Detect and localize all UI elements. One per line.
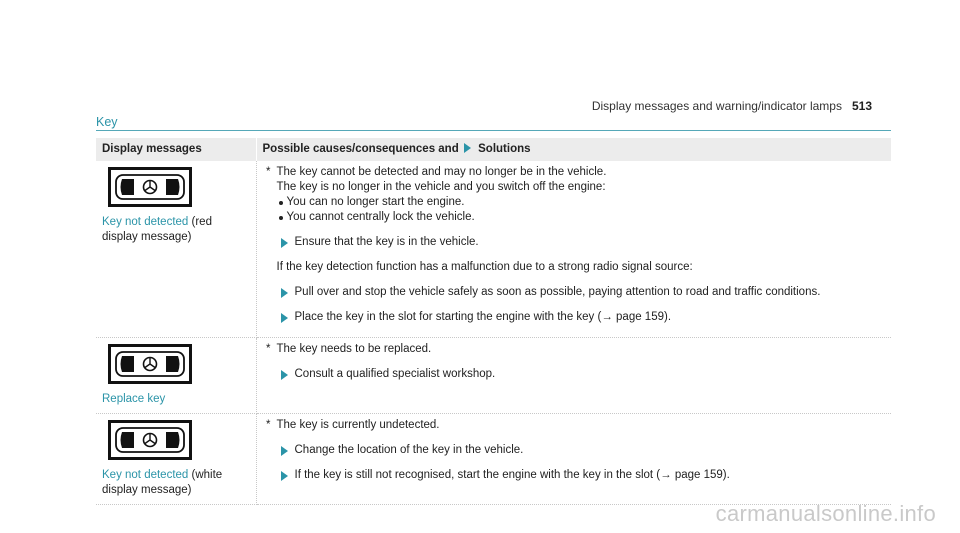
solution-text: Pull over and stop the vehicle safely as soon as possible, paying attention to road and traffic conditions. xyxy=(294,286,821,298)
cause-text: The key is currently undetected. xyxy=(276,418,440,431)
list-item: You can no longer start the engine. xyxy=(263,195,886,210)
table-row xyxy=(96,337,891,413)
header-display-messages: Display messages xyxy=(96,138,256,161)
message-cell xyxy=(96,413,256,504)
cause-solution-cell xyxy=(256,413,891,504)
triangle-arrow-icon xyxy=(281,446,288,456)
cause-marker: * xyxy=(266,418,271,431)
chapter-title: Display messages and warning/indicator lamps xyxy=(591,99,842,113)
solution-text: Ensure that the key is in the vehicle. xyxy=(294,236,479,248)
key-fob-icon xyxy=(108,344,192,384)
solution-step xyxy=(263,285,886,300)
cause-solution-cell xyxy=(256,337,891,413)
cause-line xyxy=(263,342,886,357)
cause-marker: * xyxy=(266,342,271,355)
header-causes-text: Possible causes/consequences and xyxy=(262,143,459,155)
header-causes-solutions xyxy=(256,138,891,161)
cause-text: The key needs to be replaced. xyxy=(276,342,432,355)
section-divider xyxy=(96,130,891,131)
triangle-arrow-icon xyxy=(281,471,288,481)
solution-text: If the key is still not recognised, start the engine with the key in the slot (→ page 159). xyxy=(294,468,730,481)
condition-paragraph: If the key detection function has a malfunction due to a strong radio signal source: xyxy=(276,261,693,273)
solution-text: Change the location of the key in the vehicle. xyxy=(294,443,524,456)
solution-step xyxy=(263,443,886,458)
message-note: (red display message) xyxy=(102,216,212,243)
cause-line xyxy=(263,418,886,433)
section-title: Key xyxy=(96,115,118,129)
message-label: Key not detected xyxy=(102,468,189,481)
triangle-arrow-icon xyxy=(464,143,471,153)
cause-solution-cell xyxy=(256,161,891,337)
watermark: carmanualsonline.info xyxy=(715,501,936,526)
page-number: 513 xyxy=(851,99,872,113)
message-label: Key not detected xyxy=(102,216,189,228)
triangle-arrow-icon xyxy=(281,313,288,323)
triangle-arrow-icon xyxy=(281,370,288,380)
cause-text: The key cannot be detected and may no longer be in the vehicle. xyxy=(276,166,607,178)
message-note: (white display message) xyxy=(102,468,223,496)
solution-text: Consult a qualified specialist workshop. xyxy=(294,367,496,380)
table-row xyxy=(96,413,891,504)
consequence-intro: The key is no longer in the vehicle and you switch off the engine: xyxy=(276,181,606,193)
solution-step xyxy=(263,310,886,325)
solution-text: Place the key in the slot for starting the engine with the key (→ page 159). xyxy=(294,311,672,323)
key-fob-icon xyxy=(108,167,192,207)
message-cell xyxy=(96,161,256,337)
solution-step xyxy=(263,468,886,483)
key-fob-icon xyxy=(108,420,192,460)
solution-step xyxy=(263,235,886,250)
solution-step xyxy=(263,367,886,382)
cause-marker: * xyxy=(266,166,271,178)
cause-line xyxy=(263,165,886,180)
message-cell xyxy=(96,337,256,413)
triangle-arrow-icon xyxy=(281,238,288,248)
table-header-row xyxy=(96,138,891,161)
header-solutions-text: Solutions xyxy=(478,143,531,155)
page-header xyxy=(592,99,872,113)
table-row xyxy=(96,161,891,337)
triangle-arrow-icon xyxy=(281,288,288,298)
message-label: Replace key xyxy=(102,392,166,405)
messages-table xyxy=(96,138,891,505)
list-item: You cannot centrally lock the vehicle. xyxy=(263,210,886,225)
